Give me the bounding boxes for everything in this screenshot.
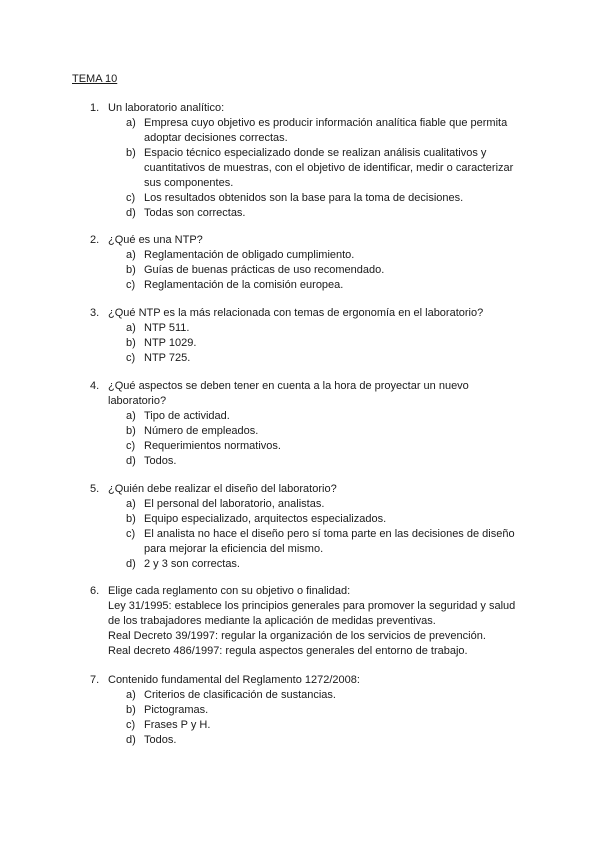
option-letter: a)	[126, 498, 136, 510]
question-4	[0, 379, 600, 469]
question-text: ¿Quién debe realizar el diseño del laboratorio?	[108, 483, 337, 495]
option	[0, 409, 600, 424]
question-3	[0, 306, 600, 366]
option-letter: b)	[126, 147, 136, 159]
option-text: Número de empleados.	[144, 425, 259, 437]
option-letter: d)	[126, 734, 136, 746]
option	[0, 278, 600, 293]
regulation-note: Real Decreto 39/1997: regular la organización de los servicios de prevención.	[108, 630, 486, 642]
option-letter: a)	[126, 410, 136, 422]
question-number: 5.	[90, 483, 100, 495]
option-text: Equipo especializado, arquitectos especializados.	[144, 513, 387, 525]
option-text: Todas son correctas.	[144, 207, 246, 219]
option-text: Empresa cuyo objetivo es producir información analítica fiable que permita	[144, 117, 508, 129]
option-text: Frases P y H.	[144, 719, 211, 731]
question-number: 4.	[90, 380, 100, 392]
option-text: El personal del laboratorio, analistas.	[144, 498, 325, 510]
question-number: 7.	[90, 674, 100, 686]
option-letter: c)	[126, 192, 136, 204]
option	[0, 248, 600, 263]
question-number: 6.	[90, 585, 100, 597]
option	[0, 263, 600, 278]
option	[0, 191, 600, 206]
option-text: Tipo de actividad.	[144, 410, 230, 422]
option-text: Espacio técnico especializado donde se realizan análisis cualitativos y	[144, 147, 487, 159]
option	[0, 527, 600, 542]
question-number: 2.	[90, 234, 100, 246]
option-letter: d)	[126, 207, 136, 219]
option-letter: c)	[126, 528, 136, 540]
option	[0, 733, 600, 748]
option	[0, 336, 600, 351]
question-5	[0, 482, 600, 572]
option-letter: b)	[126, 425, 136, 437]
question-1	[0, 101, 600, 221]
option-text: Los resultados obtenidos son la base para la toma de decisiones.	[144, 192, 464, 204]
option-letter: c)	[126, 719, 136, 731]
option-text: Reglamentación de la comisión europea.	[144, 279, 344, 291]
option	[0, 454, 600, 469]
option	[0, 116, 600, 131]
option	[0, 688, 600, 703]
option	[0, 557, 600, 572]
option-letter: a)	[126, 689, 136, 701]
page-title: TEMA 10	[72, 73, 118, 85]
question-text: ¿Qué aspectos se deben tener en cuenta a la hora de proyectar un nuevo	[108, 380, 469, 392]
option	[0, 512, 600, 527]
question-6	[0, 584, 600, 659]
option-text-continued: adoptar decisiones correctas.	[144, 132, 288, 144]
option-text: Todos.	[144, 455, 177, 467]
question-2	[0, 233, 600, 293]
question-text: Un laboratorio analítico:	[108, 102, 225, 114]
option-text-continued: cuantitativos de muestras, con el objetivo de identificar, medir o caracterizar	[144, 162, 514, 174]
question-text-continued: laboratorio?	[108, 395, 167, 407]
option	[0, 424, 600, 439]
option	[0, 439, 600, 454]
option-text: Pictogramas.	[144, 704, 209, 716]
question-number: 3.	[90, 307, 100, 319]
option-letter: c)	[126, 440, 136, 452]
option-letter: a)	[126, 117, 136, 129]
option	[0, 146, 600, 161]
question-text: ¿Qué es una NTP?	[108, 234, 203, 246]
option-letter: b)	[126, 264, 136, 276]
option-text: NTP 1029.	[144, 337, 197, 349]
option	[0, 718, 600, 733]
option-text: Reglamentación de obligado cumplimiento.	[144, 249, 355, 261]
option-text: El analista no hace el diseño pero sí toma parte en las decisiones de diseño	[144, 528, 515, 540]
question-7	[0, 673, 600, 748]
option-letter: c)	[126, 352, 136, 364]
option	[0, 351, 600, 366]
option-letter: a)	[126, 249, 136, 261]
question-text: Elige cada reglamento con su objetivo o finalidad:	[108, 585, 351, 597]
regulation-note: Ley 31/1995: establece los principios generales para promover la seguridad y salud	[108, 600, 516, 612]
option-letter: d)	[126, 455, 136, 467]
option-text-continued: sus componentes.	[144, 177, 234, 189]
option	[0, 321, 600, 336]
option-letter: c)	[126, 279, 136, 291]
option	[0, 206, 600, 221]
question-text: Contenido fundamental del Reglamento 1272/2008:	[108, 674, 360, 686]
regulation-note: de los trabajadores mediante la aplicación de medidas preventivas.	[108, 615, 436, 627]
option-text: 2 y 3 son correctas.	[144, 558, 240, 570]
option-text: Guías de buenas prácticas de uso recomendado.	[144, 264, 385, 276]
option-letter: b)	[126, 337, 136, 349]
option	[0, 703, 600, 718]
option-text: Criterios de clasificación de sustancias.	[144, 689, 336, 701]
option-text: NTP 725.	[144, 352, 191, 364]
option-text: Requerimientos normativos.	[144, 440, 281, 452]
option-text-continued: para mejorar la eficiencia del mismo.	[144, 543, 324, 555]
question-number: 1.	[90, 102, 100, 114]
option-letter: b)	[126, 513, 136, 525]
option-letter: b)	[126, 704, 136, 716]
question-text: ¿Qué NTP es la más relacionada con temas de ergonomía en el laboratorio?	[108, 307, 484, 319]
option-text: NTP 511.	[144, 322, 190, 334]
option-letter: d)	[126, 558, 136, 570]
regulation-note: Real decreto 486/1997: regula aspectos generales del entorno de trabajo.	[108, 645, 468, 657]
option-text: Todos.	[144, 734, 177, 746]
option-letter: a)	[126, 322, 136, 334]
option	[0, 497, 600, 512]
